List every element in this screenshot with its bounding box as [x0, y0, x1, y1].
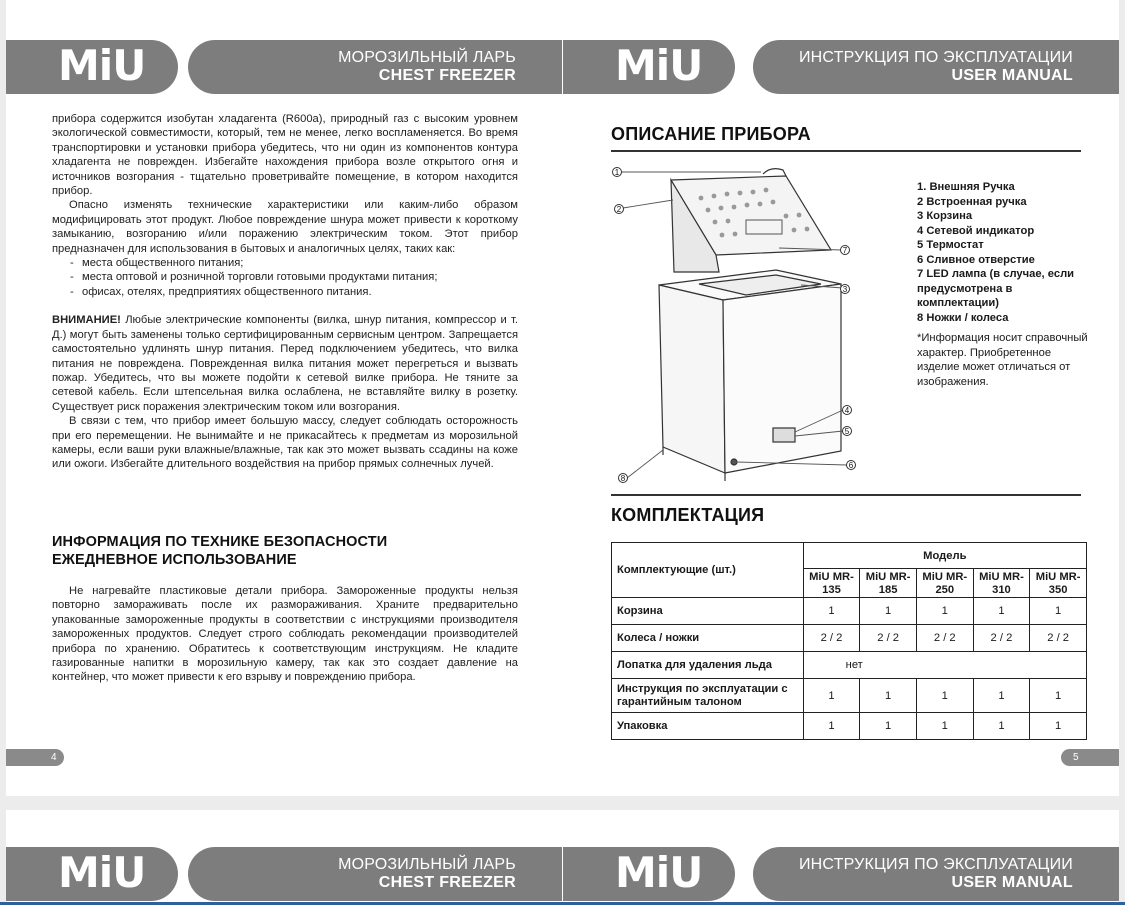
- row-label: Корзина: [612, 598, 804, 625]
- cell: 1: [1030, 713, 1087, 740]
- callout: 1: [614, 168, 620, 177]
- model-cell: MiU MR-250: [916, 569, 973, 598]
- page-number: 4: [6, 749, 64, 766]
- header-title-ru: МОРОЗИЛЬНЫЙ ЛАРЬ: [338, 856, 516, 873]
- control-panel: [773, 428, 795, 442]
- model-cell: MiU MR-135: [803, 569, 860, 598]
- cell: 1: [973, 598, 1030, 625]
- page-number: 5: [1061, 749, 1119, 766]
- cell: 1: [973, 713, 1030, 740]
- header-title: [753, 847, 1119, 901]
- usage-list: [70, 256, 518, 299]
- paragraph: прибора содержится изобутан хладагента (R600a), природный газ с высоким уровнем экологической совместимости, который, тем не менее, легко воспламеняется. Во время транспортировки и установки прибора убедитесь, что ни один из компонентов контура хладагента не поврежден. Избегайте нахождения прибора возле открытого огня и источников возгорания - тщательно проветривайте помещение, в котором находится прибор.: [52, 113, 518, 198]
- cell: 2 / 2: [1030, 625, 1087, 652]
- legend-item: 7 LED лампа (в случае, если предусмотрена в комплектации): [917, 268, 1075, 309]
- list-item: - места общественного питания;: [70, 256, 518, 270]
- legend-item: 1. Внешняя Ручка: [917, 181, 1015, 193]
- spread-sheet: [6, 0, 1119, 796]
- reference-note: *Информация носит справочный характер. Приобретенное изделие может отличаться от изображения.: [917, 332, 1088, 388]
- header-title-ru: МОРОЗИЛЬНЫЙ ЛАРЬ: [338, 49, 516, 66]
- header-title-en: USER MANUAL: [951, 874, 1073, 891]
- cell: 2 / 2: [916, 625, 973, 652]
- paragraph: Опасно изменять технические характеристики или каким-либо образом модифицировать этот продукт. Любое повреждение шнура может привести к короткому замыканию, возгоранию и/или поражению электрическим током. Этот прибор предназначен для использования в бытовых и аналогичных целях, таких как:: [52, 199, 518, 255]
- header-title: [188, 847, 562, 901]
- table-row: [612, 598, 1087, 625]
- legend-item: 6 Сливное отверстие: [917, 253, 1035, 266]
- table-row: [612, 713, 1087, 740]
- divider: [611, 150, 1081, 152]
- cell: 2 / 2: [973, 625, 1030, 652]
- warning-paragraph: [52, 313, 518, 414]
- section-title: ЕЖЕДНЕВНОЕ ИСПОЛЬЗОВАНИЕ: [52, 552, 297, 568]
- model-cell: MiU MR-185: [860, 569, 917, 598]
- merged-cell: нет: [803, 652, 1086, 679]
- header-title-ru: ИНСТРУКЦИЯ ПО ЭКСПЛУАТАЦИИ: [798, 856, 1073, 873]
- legend-item: 4 Сетевой индикатор: [917, 224, 1035, 237]
- callout: 5: [844, 427, 850, 436]
- header-title-en: CHEST FREEZER: [378, 874, 516, 891]
- page-5: [563, 0, 1119, 796]
- header-title-en: USER MANUAL: [951, 67, 1073, 84]
- model-label: Модель: [803, 543, 1086, 569]
- row-label: Упаковка: [612, 713, 804, 740]
- callout: 6: [848, 461, 854, 470]
- row-label: Колеса / ножки: [612, 625, 804, 652]
- kit-title: КОМПЛЕКТАЦИЯ: [611, 505, 765, 525]
- divider: [611, 494, 1081, 496]
- miu-logo: MiU: [58, 41, 146, 90]
- cell: 1: [803, 679, 860, 713]
- page-4: [6, 0, 562, 796]
- next-spread-sheet: [6, 810, 1119, 905]
- header-title: [753, 40, 1119, 94]
- table-row: [612, 679, 1087, 713]
- logo-badge: [563, 40, 735, 94]
- table-row: [612, 652, 1087, 679]
- header-title-ru: ИНСТРУКЦИЯ ПО ЭКСПЛУАТАЦИИ: [798, 49, 1073, 66]
- header-label: Комплектующие (шт.): [612, 543, 804, 598]
- next-page-left: [6, 810, 562, 905]
- logo-badge: [6, 847, 178, 901]
- kit-table: [611, 542, 1087, 740]
- list-item: - офисах, отелях, предприятиях общественного питания.: [70, 285, 518, 299]
- row-label: Инструкция по эксплуатации с гарантийным талоном: [612, 679, 804, 713]
- parts-legend: [917, 180, 1092, 389]
- model-cell: MiU MR-350: [1030, 569, 1087, 598]
- list-item: - места оптовой и розничной торговли готовыми продуктами питания;: [70, 270, 518, 284]
- cell: 1: [916, 713, 973, 740]
- body-left: [659, 285, 725, 473]
- section-title: ИНФОРМАЦИЯ ПО ТЕХНИКЕ БЕЗОПАСНОСТИ: [52, 534, 388, 550]
- safety-section-heading: [52, 533, 522, 569]
- body-front: [723, 284, 841, 473]
- cell: 1: [1030, 598, 1087, 625]
- callout: 7: [842, 246, 848, 255]
- next-page-right: [563, 810, 1119, 905]
- cell: 1: [803, 598, 860, 625]
- callout: 3: [842, 285, 848, 294]
- daily-use-text: Не нагревайте пластиковые детали прибора. Замороженные продукты нельзя повторно замораживать после их размораживания. Храните предварительно упакованные замороженные продукты в соответствии с инструкциями производителя замороженных продуктов. Следует строго соблюдать рекомендации производителей прибора по хранению. Обратитесь к соответствующим инструкциям. Не кладите газированные напитки в морозильную камеру, так как это создает давление на контейнер, что может привести к его взрыву и повреждению прибора.: [52, 585, 518, 684]
- cell: 1: [916, 679, 973, 713]
- cell: 1: [860, 713, 917, 740]
- page-header: [6, 40, 562, 94]
- miu-logo: MiU: [58, 848, 146, 897]
- miu-logo: MiU: [615, 41, 703, 90]
- freezer-diagram: [611, 160, 901, 490]
- model-cell: MiU MR-310: [973, 569, 1030, 598]
- callout: 8: [620, 474, 626, 483]
- cell: 1: [916, 598, 973, 625]
- paragraph: В связи с тем, что прибор имеет большую массу, следует соблюдать осторожность при его перемещении. Не вынимайте и не прикасайтесь к предметам из морозильной камеры, если ваши руки влажные/влажные, так как это может вызвать ссадины на коже или ожоги. Избегайте длительного воздействия на прибор прямых солнечных лучей.: [52, 415, 518, 471]
- legend-item: 3 Корзина: [917, 210, 973, 222]
- cell: 1: [803, 713, 860, 740]
- page-header: [563, 40, 1119, 94]
- warning-label: ВНИМАНИЕ!: [52, 314, 121, 327]
- body-text: [52, 112, 518, 472]
- cell: 1: [1030, 679, 1087, 713]
- cell: 1: [860, 679, 917, 713]
- miu-logo: MiU: [615, 848, 703, 897]
- logo-badge: [6, 40, 178, 94]
- warning-text: Любые электрические компоненты (вилка, шнур питания, компрессор и т. Д.) могут быть заменены только сертифицированным сервисным центром. Запрещается самостоятельно удлинять шнур питания. Перед подключением убедитесь, что вилка питания не повреждена. Поврежденная вилка питания может перегреться и вызвать пожар. Убедитесь, что вы можете подойти к сетевой вилке прибора. Не тяните за сетевой кабель. Если штепсельная вилка ослаблена, не вставляйте вилку в розетку. Существует риск поражения электрическим током или возгорания.: [52, 314, 518, 413]
- outer-handle: [763, 169, 786, 176]
- cell: 2 / 2: [803, 625, 860, 652]
- cell: 1: [973, 679, 1030, 713]
- row-label: Лопатка для удаления льда: [612, 652, 804, 679]
- legend-item: 5 Термостат: [917, 239, 984, 251]
- logo-badge: [563, 847, 735, 901]
- callout: 4: [844, 406, 850, 415]
- header-title-en: CHEST FREEZER: [378, 67, 516, 84]
- cell: 2 / 2: [860, 625, 917, 652]
- legend-item: 8 Ножки / колеса: [917, 311, 1009, 324]
- description-title: ОПИСАНИЕ ПРИБОРА: [611, 124, 811, 144]
- cell: 1: [860, 598, 917, 625]
- legend-item: 2 Встроенная ручка: [917, 195, 1027, 208]
- page-header: [563, 847, 1119, 901]
- callout: 2: [616, 205, 622, 214]
- table-row: [612, 625, 1087, 652]
- header-title: [188, 40, 562, 94]
- page-header: [6, 847, 562, 901]
- table-header-row: [612, 543, 1087, 569]
